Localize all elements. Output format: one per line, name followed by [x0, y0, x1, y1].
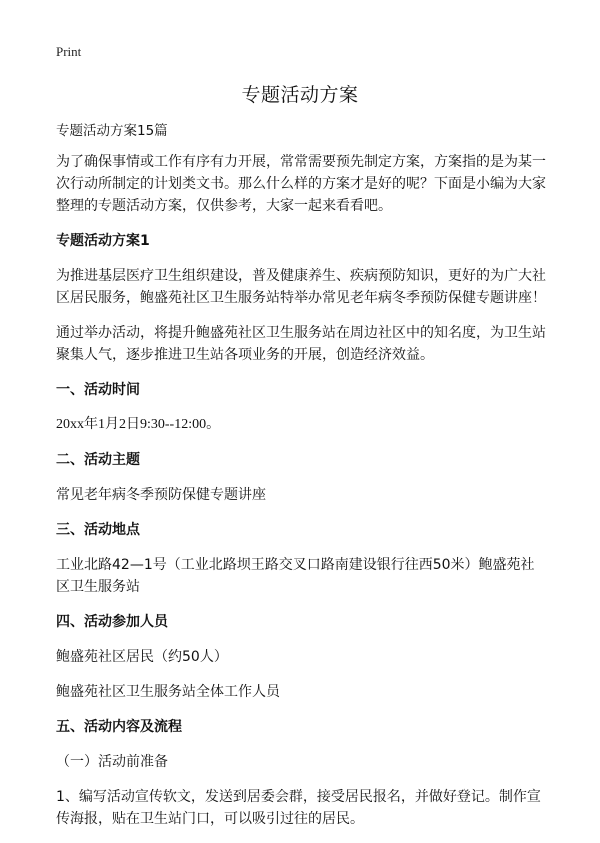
- time-heading: 一、活动时间: [56, 382, 140, 398]
- document-body: [56, 120, 546, 843]
- participants-heading: 四、活动参加人员: [56, 614, 168, 630]
- participant-item: 鲍盛苑社区卫生服务站全体工作人员: [56, 684, 280, 700]
- prep-item-1: 1、编写活动宣传软文，发送到居委会群，接受居民报名，并做好登记。制作宣传海报，贴在卫生站门口，可以吸引过往的居民。: [56, 789, 541, 827]
- section-title: 专题活动方案1: [56, 233, 150, 249]
- place-value: 工业北路42—1号（工业北路坝王路交叉口路南建设银行往西50米）鲍盛苑社区卫生服务站: [56, 557, 535, 595]
- place-heading: 三、活动地点: [56, 522, 140, 538]
- participant-item: 鲍盛苑社区居民（约50人）: [56, 649, 228, 665]
- body-paragraph-2: 通过举办活动，将提升鲍盛苑社区卫生服务站在周边社区中的知名度，为卫生站聚集人气，逐步推进卫生站各项业务的开展，创造经济效益。: [56, 325, 546, 363]
- document-title: 专题活动方案: [241, 84, 359, 106]
- prep-heading: （一）活动前准备: [56, 754, 168, 770]
- document-subtitle: 专题活动方案15篇: [56, 123, 168, 139]
- intro-paragraph: 为了确保事情或工作有序有力开展，常常需要预先制定方案，方案指的是为某一次行动所制定的计划类文书。那么什么样的方案才是好的呢？下面是小编为大家整理的专题活动方案，仅供参考，大家一起来看看吧。: [56, 154, 546, 214]
- theme-heading: 二、活动主题: [56, 452, 140, 468]
- content-heading: 五、活动内容及流程: [56, 719, 182, 735]
- body-paragraph-1: 为推进基层医疗卫生组织建设，普及健康养生、疾病预防知识，更好的为广大社区居民服务，鲍盛苑社区卫生服务站特举办常见老年病冬季预防保健专题讲座！: [56, 268, 546, 306]
- time-value: 20xx年1月2日9:30--12:00。: [56, 417, 221, 432]
- print-link[interactable]: Print: [56, 44, 82, 59]
- theme-value: 常见老年病冬季预防保健专题讲座: [56, 487, 266, 503]
